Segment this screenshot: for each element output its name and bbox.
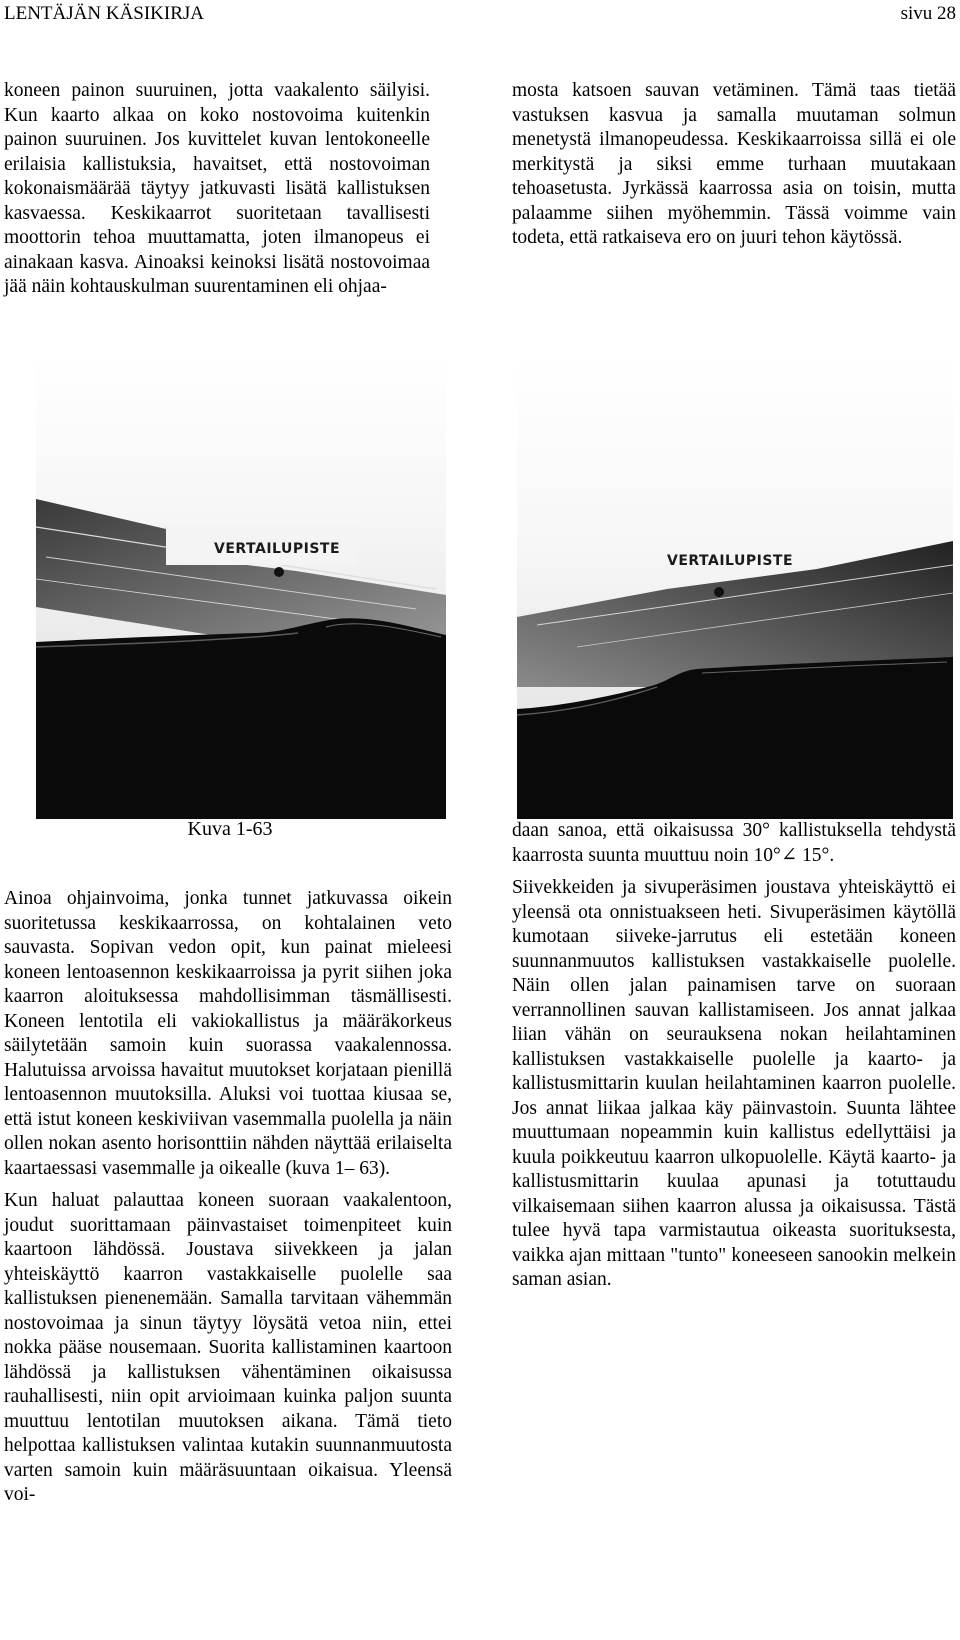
reference-point-marker [714,587,724,597]
paragraph: daan sanoa, että oikaisussa 30° kallistuksella tehdystä kaarrosta suunta muuttuu noin 10°∠ 15°. [512,820,956,866]
page-number: sivu 28 [900,3,956,24]
photo-left-turn-view [36,357,446,819]
figure-caption: Kuva 1-63 [187,818,273,840]
paragraph: koneen painon suuruinen, jotta vaakalento säilyisi. Kun kaarto alkaa on koko nostovoima kuitenkin painon suuruinen. Jos kuvittelet kuvan lentokoneelle erilaisia kallistuksia, havaitset, että nostovoiman kokonaismäärää täytyy jatkuvasti lisätä kallistuksen kasvaessa. Keskikaarrot suoritetaan tavallisesti moottorin tehoa muuttamatta, joten ilmanopeus ei ainakaan kasva. Ainoaksi keinoksi lisätä nostovoimaa jää näin kohtauskulman suurentaminen eli ohjaa- [4,80,430,297]
paragraph: Siivekkeiden ja sivuperäsimen joustava yhteiskäyttö ei yleensä ota onnistuakseen heti. Sivuperäsimen käytöllä kumotaan siiveke-jarrutus eli estetään koneen suunnanmuutos kallistuksen vastakkaiselle puolelle. Näin ollen jalan painamisen tarve on suoraan verrannollinen sauvan kallistamiseen. Jos annat jalkaa liian vähän on seurauksena nokan heilahtaminen kallistuksen vastakkaiselle puolelle ja kaarto- ja kallistusmittarin kuulan heilahtaminen kaarron puolelle. Jos annat liikaa jalkaa käy päinvastoin. Suunta lähtee muuttumaan nopeammin kuin kallistus edellyttäisi ja kuula poikkeutuu kaarron ulkopuolelle. Käytä kaarto- ja kallistusmittarin kuulaa apunasi ja totuttaudu vilkaisemaan siihen kaarron alussa ja oikaisussa. Tästä tulee hyvä tapa varmistautua oikeasta suorituksesta, vaikka ajan mittaan "tunto" koneeseen sanookin melkein saman asian. [512,877,956,1290]
photo-right-turn-view [517,357,953,819]
book-title: LENTÄJÄN KÄSIKIRJA [4,3,205,24]
text-column-bottom-left [4,887,452,1516]
paragraph: Kun haluat palauttaa koneen suoraan vaakalentoon, joudut suorittamaan päinvastaiset toimenpiteet kuin kaartoon lähdössä. Joustava siivekkeen ja jalan yhteiskäyttö kaarron vastakkaiselle puolelle saa kallistuksen pienenemään. Samalla tarvitaan vähemmän nostovoimaa ja sinun täytyy löysätä vetoa niin, ettei nokka pääse nousemaan. Suorita kallistaminen kaartoon lähdössä ja kallistuksen vähentäminen oikaisussa rauhallisesti, niin opit arvioimaan kuinka paljon suunta muuttuu lentotilan muutoksen aikana. Tämä tieto helpottaa kallistuksen valintaa kutakin suunnanmuutosta varten samoin kuin määräsuuntaan oikaisua. Yleensä voi- [4,1190,452,1505]
text-column-top-left [4,79,430,308]
paragraph: mosta katsoen sauvan vetäminen. Tämä taas tietää vastuksen kasvua ja samalla muutaman solmun menetystä ilmanopeudessa. Keskikaarroissa sillä ei ole merkitystä ja siksi emme turhaan muutakaan tehoasetusta. Jyrkässä kaarrossa asia on toisin, mutta palaamme siihen myöhemmin. Tässä voimme vain todeta, että ratkaiseva ero on juuri tehon käytössä. [512,80,956,248]
reference-point-marker [274,567,284,577]
paragraph: Ainoa ohjainvoima, jonka tunnet jatkuvassa oikein suoritetussa keskikaarrossa, on kohtalainen veto sauvasta. Sopivan vedon opit, kun painat mieleesi koneen lentoasennon keskikaarroissa ja pyrit siihen joka kaarron aloituksessa mahdollisimman täsmällisesti. Koneen lentotila eli vakiokallistus ja määräkorkeus säilytetään samoin kuin suorassa vaakalennossa. Halutuissa arvoissa havaitut muutokset korjataan pienillä lentoasennon muutoksilla. Aluksi voi tuottaa kiusaa se, että istut koneen keskiviivan vasemmalla puolella ja näin ollen nokan asento horisonttiin nähden näyttää erilaiselta kaartaessasi vasemmalle ja oikealle (kuva 1– 63). [4,888,452,1179]
text-column-bottom-right [512,819,956,1301]
text-column-top-right [512,79,956,259]
reference-point-label: VERTAILUPISTE [667,553,794,569]
reference-point-label: VERTAILUPISTE [214,541,341,557]
